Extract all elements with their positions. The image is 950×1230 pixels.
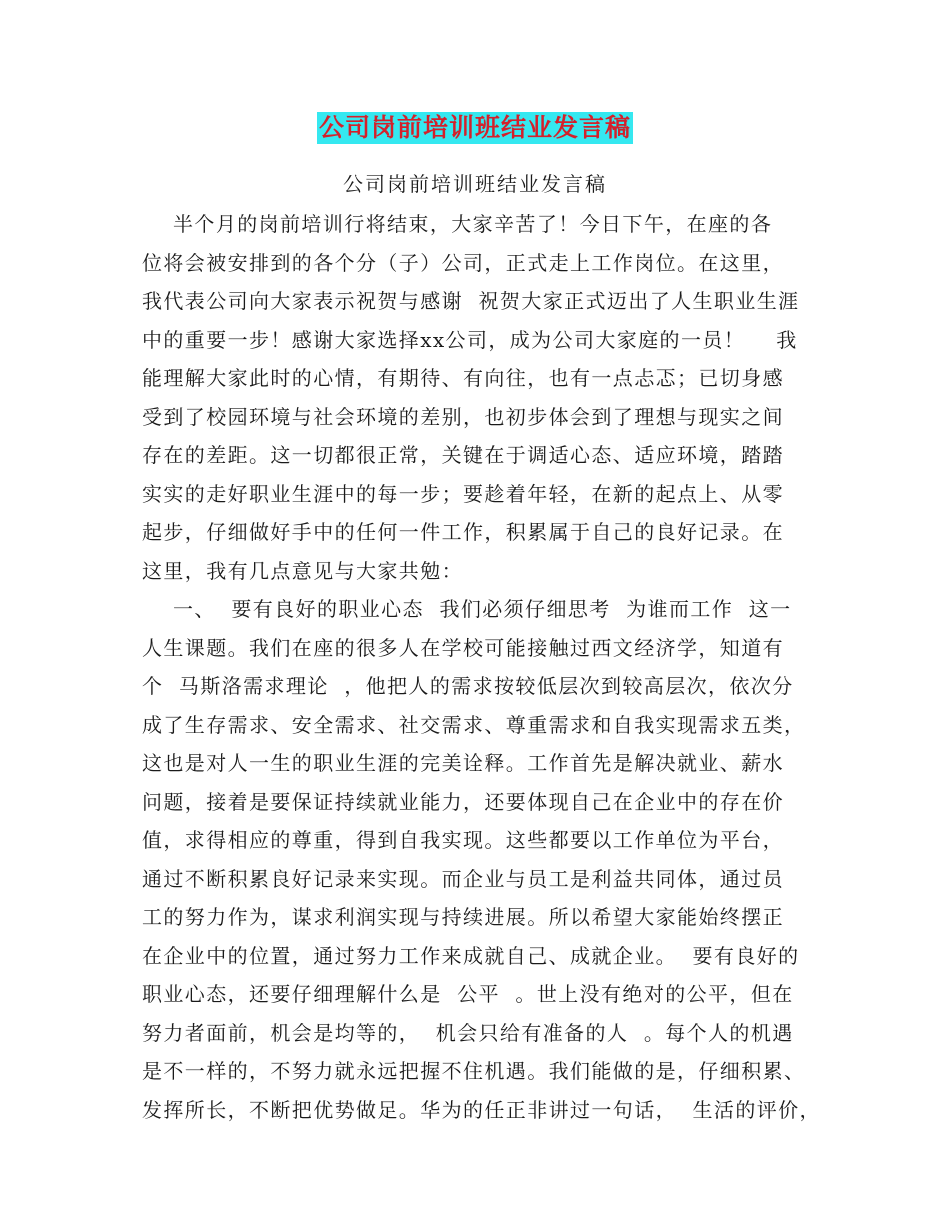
body-line: 职业心态，还要仔细理解什么是 公平 。世上没有绝对的公平，但在 <box>142 982 794 1006</box>
body-line: 起步，仔细做好手中的任何一件工作，积累属于自己的良好记录。在 <box>142 520 784 544</box>
body-line: 是不一样的，不努力就永远把握不住机遇。我们能做的是，仔细积累、 <box>142 1059 806 1083</box>
body-line: 这也是对人一生的职业生涯的完美诠释。工作首先是解决就业、薪水 <box>142 751 784 775</box>
document-body <box>142 205 822 1129</box>
body-line: 位将会被安排到的各个分（子）公司，正式走上工作岗位。在这里， <box>142 250 784 275</box>
body-line: 在企业中的位置，通过努力工作来成就自己、成就企业。 要有良好的 <box>142 943 800 968</box>
body-line: 中的重要一步！感谢大家选择xx公司，成为公司大家庭的一员！ 我 <box>142 327 798 352</box>
body-line: 这里，我有几点意见与大家共勉： <box>142 558 463 583</box>
document-subtitle: 公司岗前培训班结业发言稿 <box>343 172 607 196</box>
body-line: 问题，接着是要保证持续就业能力，还要体现自己在企业中的存在价 <box>142 789 784 814</box>
body-line: 半个月的岗前培训行将结束，大家辛苦了！今日下午，在座的各 <box>142 212 773 236</box>
body-line: 一、 要有良好的职业心态 我们必须仔细思考 为谁而工作 这一 <box>142 597 792 621</box>
body-line: 发挥所长，不断把优势做足。华为的任正非讲过一句话， 生活的评价， <box>142 1097 821 1122</box>
body-line: 能理解大家此时的心情，有期待、有向往，也有一点忐忑；已切身感 <box>142 366 784 390</box>
body-line: 成了生存需求、安全需求、社交需求、尊重需求和自我实现需求五类， <box>142 712 806 737</box>
body-line: 努力者面前，机会是均等的， 机会只给有准备的人 。每个人的机遇 <box>142 1020 794 1045</box>
body-line: 我代表公司向大家表示祝贺与感谢 祝贺大家正式迈出了人生职业生涯 <box>142 289 800 313</box>
title-container <box>0 112 950 144</box>
document-title: 公司岗前培训班结业发言稿 <box>318 113 631 142</box>
body-line: 通过不断积累良好记录来实现。而企业与员工是利益共同体，通过员 <box>142 866 784 891</box>
body-line: 受到了校园环境与社会环境的差别，也初步体会到了理想与现实之间 <box>142 404 784 429</box>
body-line: 工的努力作为，谋求利润实现与持续进展。所以希望大家能始终摆正 <box>142 905 784 929</box>
body-line: 存在的差距。这一切都很正常，关键在于调适心态、适应环境，踏踏 <box>142 443 784 467</box>
body-line: 人生课题。我们在座的很多人在学校可能接触过西文经济学，知道有 <box>142 635 784 660</box>
body-line: 实实的走好职业生涯中的每一步；要趁着年轻，在新的起点上、从零 <box>142 481 784 506</box>
body-line: 个 马斯洛需求理论 ，他把人的需求按较低层次到较高层次，依次分 <box>142 674 794 698</box>
body-line: 值，求得相应的尊重，得到自我实现。这些都要以工作单位为平台， <box>142 828 784 852</box>
